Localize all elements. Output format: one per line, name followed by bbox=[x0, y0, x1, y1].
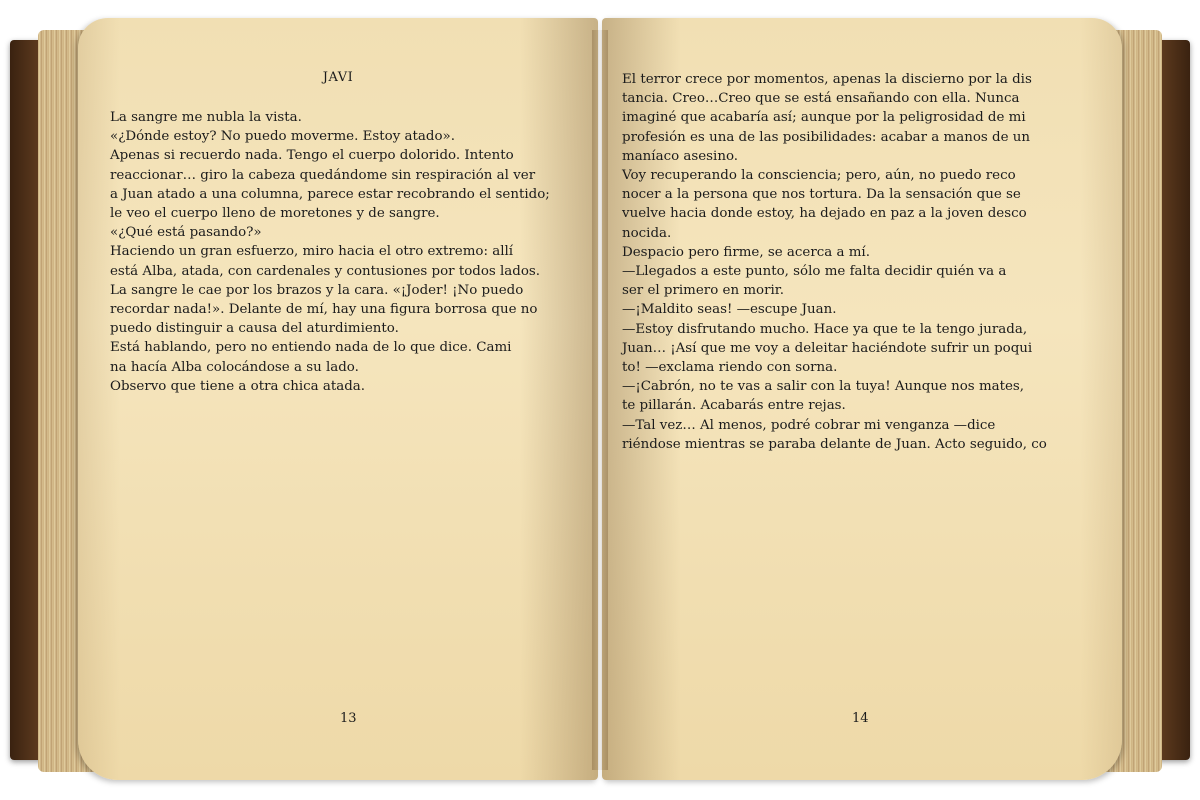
text-line: Voy recuperando la consciencia; pero, aún, no puedo reco bbox=[622, 168, 1016, 184]
text-line: Juan… ¡Así que me voy a deleitar haciéndote sufrir un poqui bbox=[622, 340, 1033, 356]
text-line: —¡Cabrón, no te vas a salir con la tuya! Aunque nos mates, bbox=[622, 379, 1025, 395]
text-line: to! —exclama riendo con sorna. bbox=[622, 360, 838, 376]
text-line: recordar nada!». Delante de mí, hay una figura borrosa que no bbox=[110, 302, 538, 318]
text-line: le veo el cuerpo lleno de moretones y de sangre. bbox=[110, 206, 440, 222]
text-line: La sangre me nubla la vista. bbox=[110, 110, 302, 125]
right-page-text bbox=[622, 70, 1047, 454]
text-line: Despacio pero firme, se acerca a mí. bbox=[622, 244, 870, 260]
text-line: nocer a la persona que nos tortura. Da la sensación que se bbox=[622, 187, 1021, 203]
chapter-title: JAVI bbox=[322, 70, 354, 85]
text-line: —Estoy disfrutando mucho. Hace ya que te la tengo jurada, bbox=[622, 321, 1028, 337]
book-gutter bbox=[592, 30, 608, 770]
text-line: Haciendo un gran esfuerzo, miro hacia el otro extremo: allí bbox=[110, 244, 514, 260]
text-line: Observo que tiene a otra chica atada. bbox=[110, 378, 366, 394]
text-line: puedo distinguir a causa del aturdimiento. bbox=[110, 321, 399, 337]
text-line: riéndose mientras se paraba delante de Juan. Acto seguido, co bbox=[622, 436, 1047, 452]
text-line: La sangre le cae por los brazos y la cara. «¡Joder! ¡No puedo bbox=[110, 282, 524, 298]
text-line: profesión es una de las posibilidades: acabar a manos de un bbox=[622, 129, 1031, 145]
text-line: —Tal vez… Al menos, podré cobrar mi venganza —dice bbox=[622, 417, 996, 433]
text-line: na hacía Alba colocándose a su lado. bbox=[110, 359, 359, 375]
text-line: Apenas si recuerdo nada. Tengo el cuerpo dolorido. Intento bbox=[110, 148, 514, 164]
left-page bbox=[78, 18, 598, 780]
right-page bbox=[602, 18, 1122, 780]
text-line: «¿Qué está pasando?» bbox=[110, 225, 262, 241]
text-line: «¿Dónde estoy? No puedo moverme. Estoy atado». bbox=[110, 129, 455, 145]
text-line: te pillarán. Acabarás entre rejas. bbox=[622, 398, 846, 414]
text-line: —Llegados a este punto, sólo me falta decidir quién va a bbox=[622, 264, 1007, 280]
text-line: ser el primero en morir. bbox=[622, 283, 784, 299]
left-page-text bbox=[110, 108, 550, 396]
page-number-left: 13 bbox=[340, 711, 357, 726]
text-line: tancia. Creo…Creo que se está ensañando con ella. Nunca bbox=[622, 91, 1020, 107]
text-line: nocida. bbox=[622, 225, 672, 241]
page-number-right: 14 bbox=[852, 711, 869, 726]
text-line: a Juan atado a una columna, parece estar recobrando el sentido; bbox=[110, 186, 550, 202]
text-line: vuelve hacia donde estoy, ha dejado en paz a la joven desco bbox=[622, 206, 1027, 222]
text-line: —¡Maldito seas! —escupe Juan. bbox=[622, 302, 837, 318]
text-line: imaginé que acabaría así; aunque por la peligrosidad de mi bbox=[622, 110, 1026, 126]
text-line: Está hablando, pero no entiendo nada de lo que dice. Cami bbox=[110, 340, 512, 356]
text-line: está Alba, atada, con cardenales y contusiones por todos lados. bbox=[110, 263, 541, 279]
text-line: El terror crece por momentos, apenas la discierno por la dis bbox=[622, 72, 1032, 87]
text-line: maníaco asesino. bbox=[622, 148, 739, 164]
text-line: reaccionar… giro la cabeza quedándome sin respiración al ver bbox=[110, 167, 536, 183]
